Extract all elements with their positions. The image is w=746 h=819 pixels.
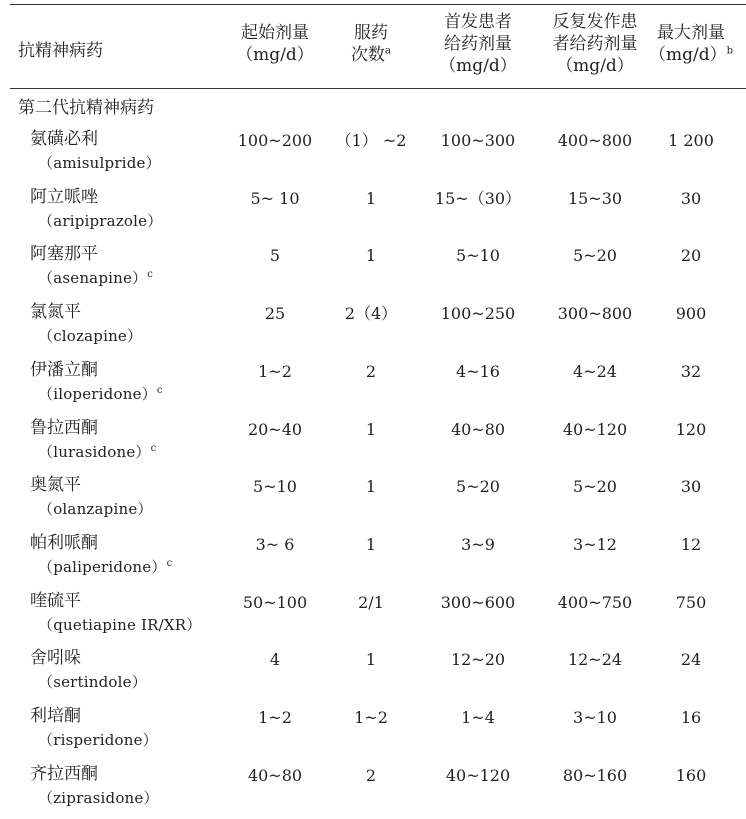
cell-max: 20 — [680, 246, 702, 265]
drug-name-en — [38, 671, 147, 693]
drug-name-cn: 帕利哌酮 — [30, 533, 98, 553]
cell-start: 50~100 — [242, 593, 308, 612]
drug-name-en — [38, 614, 201, 636]
drug-name-cn: 伊潘立酮 — [30, 360, 98, 380]
cell-first: 300~600 — [440, 593, 516, 612]
cell-freq: 2（4） — [344, 304, 398, 323]
drug-name-en — [38, 498, 153, 520]
cell-relapse: 12~24 — [567, 650, 623, 669]
drug-name-en — [38, 383, 163, 405]
header-relapse-line2: 者给药剂量 — [552, 34, 638, 54]
header-first-episode-line3: （mg/d） — [439, 56, 517, 76]
cell-start: 20~40 — [247, 420, 303, 439]
cell-freq: 2 — [365, 766, 377, 785]
drug-name-cn: 舍吲哚 — [30, 648, 81, 668]
header-max-dose — [646, 22, 736, 66]
drug-name-en-text: （quetiapine IR/XR） — [38, 616, 202, 634]
header-relapse — [540, 11, 650, 77]
cell-freq: 1 — [365, 246, 377, 265]
cell-start: 5 — [269, 246, 281, 265]
cell-max: 24 — [680, 650, 702, 669]
cell-first: 40~80 — [450, 420, 506, 439]
drug-name-en-text: （sertindole） — [38, 673, 147, 691]
cell-freq: 2 — [365, 362, 377, 381]
drug-name-cn: 氨磺必利 — [30, 129, 98, 149]
drug-name-sup: c — [150, 443, 157, 454]
cell-max: 32 — [680, 362, 702, 381]
cell-relapse: 400~800 — [557, 131, 633, 150]
drug-name-en-text: （amisulpride） — [38, 154, 161, 172]
dosage-table — [10, 0, 746, 819]
header-frequency-line2: 次数$^a$ — [351, 45, 391, 65]
header-max-dose-sup: b — [726, 45, 734, 57]
cell-max: 750 — [675, 593, 707, 612]
cell-max: 120 — [675, 420, 707, 439]
cell-freq: 2/1 — [358, 593, 384, 612]
header-start-dose-line1: 起始剂量 — [241, 23, 309, 43]
header-first-episode-line2: 给药剂量 — [444, 34, 512, 54]
drug-name-en-text: （aripiprazole） — [38, 212, 163, 230]
cell-start: 25 — [264, 304, 286, 323]
cell-start: 40~80 — [247, 766, 303, 785]
header-max-dose-line2: $(mg/d)^b$ — [648, 45, 734, 65]
cell-freq: 1 — [365, 650, 377, 669]
cell-first: 100~250 — [440, 304, 516, 323]
cell-max: 12 — [680, 535, 702, 554]
header-first-episode-line1: 首发患者 — [444, 12, 512, 32]
cell-first: 40~120 — [445, 766, 511, 785]
cell-relapse: 4~24 — [573, 362, 617, 381]
header-max-dose-line1: 最大剂量 — [657, 23, 725, 43]
cell-start: 5~10 — [253, 477, 297, 496]
drug-name-cn: 阿塞那平 — [30, 244, 98, 264]
drug-name-en-text: （clozapine） — [38, 327, 143, 345]
cell-first: 3~9 — [461, 535, 495, 554]
header-relapse-line1: 反复发作患 — [552, 12, 638, 32]
table-top-rule — [10, 4, 746, 5]
drug-name-en-text: （risperidone） — [38, 731, 158, 749]
cell-max: 30 — [680, 477, 702, 496]
drug-name-en — [38, 556, 172, 578]
cell-freq: 1~2 — [354, 708, 388, 727]
drug-name-en — [38, 267, 153, 289]
cell-start: 100~200 — [237, 131, 313, 150]
drug-name-en — [38, 325, 142, 347]
cell-first: 15~（30） — [434, 189, 522, 208]
header-start-dose — [230, 22, 320, 66]
drug-name-en — [38, 152, 161, 174]
drug-name-en-text: （ziprasidone） — [38, 789, 159, 807]
drug-name-en — [38, 210, 162, 232]
cell-relapse: 5~20 — [573, 477, 617, 496]
drug-name-cn: 齐拉西酮 — [30, 764, 98, 784]
drug-name-cn: 喹硫平 — [30, 591, 81, 611]
cell-relapse: 80~160 — [562, 766, 628, 785]
cell-freq: （1） ~2 — [335, 131, 407, 150]
section-title: 第二代抗精神病药 — [18, 98, 154, 118]
header-first-episode — [430, 11, 526, 77]
drug-name-en — [38, 787, 159, 809]
drug-name-en — [38, 441, 156, 463]
cell-first: 1~4 — [461, 708, 495, 727]
drug-name-sup: c — [166, 558, 173, 569]
drug-name-cn: 奥氮平 — [30, 475, 81, 495]
cell-max: 900 — [675, 304, 707, 323]
header-start-dose-line2: （mg/d） — [236, 45, 314, 65]
cell-max: 16 — [680, 708, 702, 727]
drug-name-cn: 利培酮 — [30, 706, 81, 726]
cell-start: 3~ 6 — [255, 535, 295, 554]
header-frequency — [336, 22, 406, 66]
drug-name-cn: 氯氮平 — [30, 302, 81, 322]
drug-name-en-text: （iloperidone） — [38, 385, 157, 403]
cell-freq: 1 — [365, 477, 377, 496]
cell-first: 4~16 — [456, 362, 500, 381]
cell-first: 5~10 — [456, 246, 500, 265]
cell-start: 1~2 — [258, 362, 292, 381]
cell-relapse: 300~800 — [557, 304, 633, 323]
drug-name-sup: c — [147, 269, 154, 280]
drug-name-cn: 鲁拉西酮 — [30, 418, 98, 438]
table-header-rule — [10, 88, 746, 89]
drug-name-en-text: （paliperidone） — [38, 558, 167, 576]
cell-relapse: 400~750 — [557, 593, 633, 612]
drug-name-sup: c — [156, 385, 163, 396]
cell-first: 5~20 — [456, 477, 500, 496]
cell-relapse: 15~30 — [567, 189, 623, 208]
cell-relapse: 5~20 — [573, 246, 617, 265]
cell-freq: 1 — [365, 420, 377, 439]
cell-start: 5~ 10 — [250, 189, 300, 208]
cell-relapse: 3~12 — [573, 535, 617, 554]
cell-relapse: 40~120 — [562, 420, 628, 439]
header-frequency-sup: a — [385, 45, 391, 57]
cell-first: 12~20 — [450, 650, 506, 669]
cell-first: 100~300 — [440, 131, 516, 150]
cell-relapse: 3~10 — [573, 708, 617, 727]
drug-name-en-text: （asenapine） — [38, 269, 148, 287]
cell-freq: 1 — [365, 189, 377, 208]
header-relapse-line3: （mg/d） — [556, 56, 634, 76]
cell-start: 1~2 — [258, 708, 292, 727]
cell-max: 1 200 — [668, 131, 714, 150]
drug-name-en-text: （olanzapine） — [38, 500, 153, 518]
cell-max: 30 — [680, 189, 702, 208]
header-drug: 抗精神病药 — [18, 41, 103, 61]
drug-name-en — [38, 729, 158, 751]
drug-name-cn: 阿立哌唑 — [30, 187, 98, 207]
cell-start: 4 — [269, 650, 281, 669]
cell-max: 160 — [675, 766, 707, 785]
header-frequency-line1: 服药 — [354, 23, 388, 43]
cell-freq: 1 — [365, 535, 377, 554]
drug-name-en-text: （lurasidone） — [38, 443, 151, 461]
